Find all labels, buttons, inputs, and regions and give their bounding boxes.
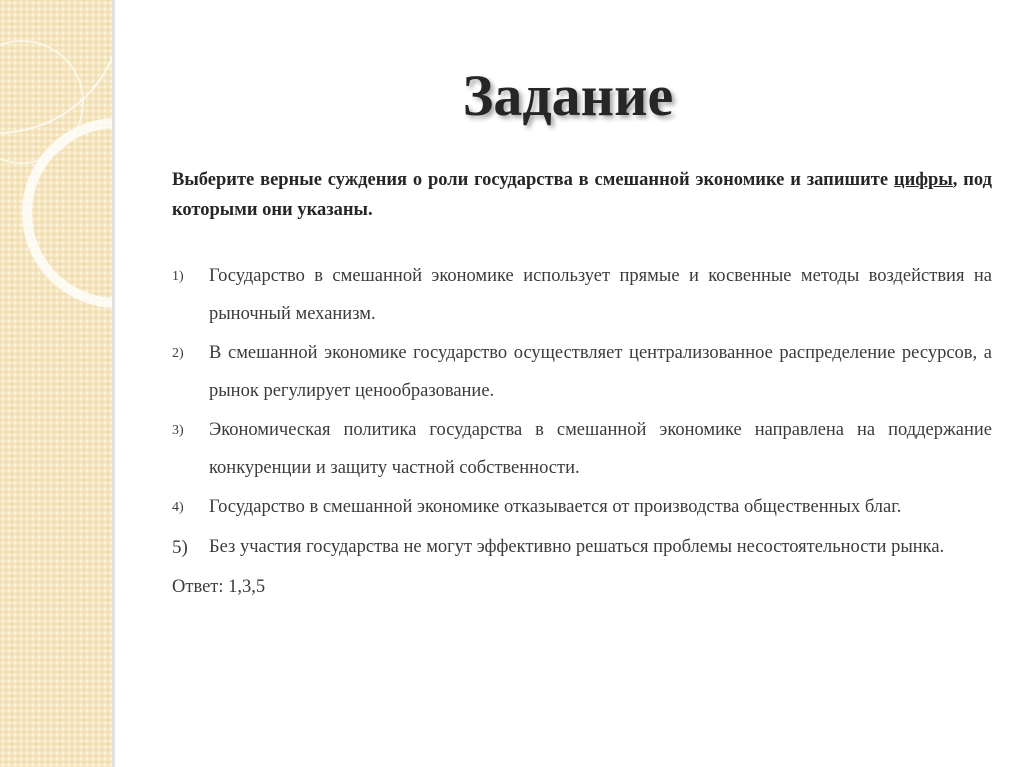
list-item xyxy=(172,257,992,333)
item-text: Государство в смешанной экономике использует прямые и косвенные методы воздействия на рыночный механизм. xyxy=(209,266,992,324)
slide-content xyxy=(172,165,992,606)
list-item xyxy=(172,411,992,487)
instruction-underlined-word: цифры xyxy=(893,170,953,190)
list-item xyxy=(172,334,992,410)
item-text: Без участия государства не могут эффективно решаться проблемы несостоятельности рынка. xyxy=(209,537,945,557)
item-number: 2) xyxy=(172,346,184,361)
decorative-side-band xyxy=(0,0,115,767)
instruction-text-end: , под которыми они указаны. xyxy=(172,170,992,220)
item-number: 5) xyxy=(172,537,188,558)
answer-text: Ответ: 1,3,5 xyxy=(172,577,266,597)
item-number: 3) xyxy=(172,423,184,438)
item-number: 4) xyxy=(172,500,184,515)
list-item xyxy=(172,528,992,567)
item-text: В смешанной экономике государство осуществляет централизованное распределение ресурсов, а рынок регулирует ценообразование. xyxy=(209,343,992,401)
item-text: Экономическая политика государства в смешанной экономике направлена на поддержание конкуренции и защиту частной собственности. xyxy=(209,420,992,478)
instruction-text: Выберите верные суждения о роли государства в смешанной экономике и запишите xyxy=(172,170,894,190)
list-item xyxy=(172,488,992,527)
item-number: 1) xyxy=(172,269,184,284)
task-instruction xyxy=(172,165,992,225)
slide-title: Задание xyxy=(462,63,674,128)
item-text: Государство в смешанной экономике отказывается от производства общественных благ. xyxy=(209,497,902,517)
